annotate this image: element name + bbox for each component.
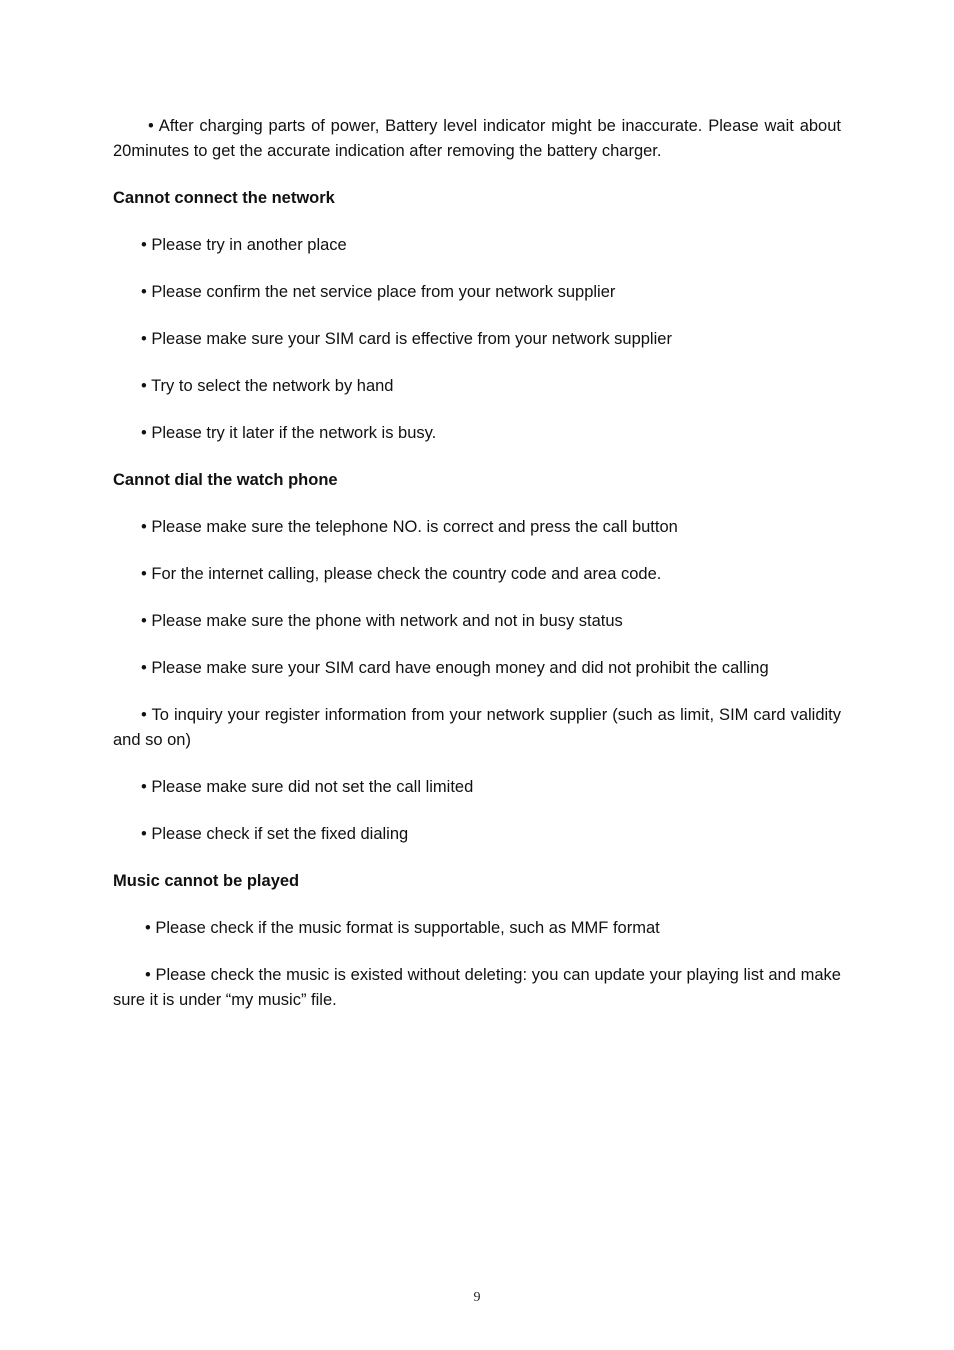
list-item: • Please check if the music format is supportable, such as MMF format [145,919,660,937]
heading-network: Cannot connect the network [113,189,335,207]
page-number: 9 [473,1290,481,1305]
intro-paragraph: • After charging parts of power, Battery level indicator might be inaccurate. Please wait about 20minutes to get the accurate indication after removing the battery charger. [113,117,841,160]
list-item: • Please confirm the net service place from your network supplier [141,283,616,301]
list-item: • For the internet calling, please check the country code and area code. [141,565,662,583]
list-item: • Please make sure did not set the call limited [141,778,474,796]
list-item: • To inquiry your register information from your network supplier (such as limit, SIM card validity and so on) [113,706,841,749]
list-item: • Please make sure the telephone NO. is correct and press the call button [141,518,678,536]
list-item: • Please check the music is existed without deleting: you can update your playing list and make sure it is under “my music” file. [113,966,841,1009]
list-item: • Please check if set the fixed dialing [141,825,409,843]
list-item: • Please try in another place [141,236,347,254]
list-item: • Try to select the network by hand [141,377,394,395]
list-item: • Please try it later if the network is busy. [141,424,437,442]
list-item: • Please make sure your SIM card have enough money and did not prohibit the calling [141,659,769,677]
heading-dial: Cannot dial the watch phone [113,471,338,489]
list-item: • Please make sure the phone with network and not in busy status [141,612,623,630]
document-page [113,114,841,1013]
heading-music: Music cannot be played [113,872,300,890]
list-item: • Please make sure your SIM card is effective from your network supplier [141,330,672,348]
